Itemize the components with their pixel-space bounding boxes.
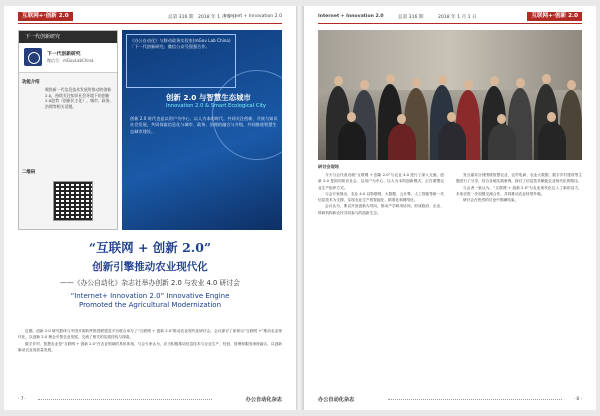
qr-label: 二维码 — [22, 170, 36, 175]
person-head — [497, 114, 506, 124]
paragraph: 与会专家指出，农业 4.0 以物联网、大数据、云计算、人工智能等新一代信息技术为支撑，实现农业生产的智能化、精准化和网络化。 — [318, 191, 444, 203]
page-number: · 8 · — [573, 397, 582, 402]
person-head — [490, 76, 499, 86]
article-body — [18, 328, 282, 394]
paragraph: 数字乡村、智慧农业是“互联网 + 创新 2.0”在农业领域的具体体现。与会专家认为，应当积极推动信息技术与农业生产、经营、管理和服务深度融合，以创新驱动农业高质量发展。 — [18, 341, 282, 352]
account-id: 微信号：mGovLabChina — [47, 58, 94, 63]
wechat-bar-title: 下一代创新研究 — [19, 31, 117, 43]
issue-date: 2018 年 1 月 1 日 — [198, 15, 237, 20]
paragraph: 会议认为，要以开放创新为导向，推动产学研用协同，形成政府、企业、科研机构和农民共同参与的创新生态。 — [318, 204, 444, 215]
paragraph: 发言嘉宾分别围绕智慧农业、农村电商、农业大数据、数字乡村建设等主题进行了分享，结合各地实践案例，探讨了信息技术赋能农业现代化的路径。 — [456, 173, 582, 184]
magazine-name: 办公自动化杂志 — [318, 397, 355, 403]
person-head — [547, 112, 556, 122]
account-logo-icon — [24, 48, 42, 66]
wechat-account — [19, 43, 117, 73]
person-head — [542, 74, 551, 84]
english-title-1: “Internet+ Innovation 2.0” Innovative Engine — [70, 292, 230, 300]
column-name: Internet + Innovation 2.0 — [223, 14, 282, 19]
banner — [122, 30, 282, 230]
intro-label: 功能介绍 — [22, 80, 40, 85]
banner-intro: 《办公自动化》与移动政务实验室(mGov Lab China)「下一代创新研究」微信公众号强强合作。 — [126, 34, 236, 88]
footer-divider — [388, 399, 562, 401]
person-figure — [488, 124, 516, 160]
english-title-2: Promoted the Agricultural Modernization — [78, 301, 222, 309]
header-rule — [318, 23, 582, 24]
person-figure — [338, 122, 366, 160]
qr-code-icon — [53, 181, 93, 221]
person-head — [347, 112, 356, 122]
issue-number: 总第 316 期 — [398, 15, 424, 20]
person-head — [412, 78, 421, 88]
book-gutter — [296, 6, 304, 410]
paragraph: 研讨会在热烈的讨论中圆满结束。 — [463, 198, 519, 203]
account-name: 下一代创新研究 — [47, 52, 81, 57]
column-name: Internet + Innovation 2.0 — [318, 14, 384, 19]
issue-date: 2018 年 1 月 1 日 — [438, 15, 477, 20]
banner-subtitle: Innovation 2.0 & Smart Ecological City — [166, 103, 266, 109]
headline-line1: “互联网 + 创新 2.0” — [88, 240, 212, 255]
right-header — [318, 12, 582, 24]
page-number: · 7 · — [18, 397, 27, 402]
article-column-2 — [456, 172, 582, 394]
paragraph: 今天与会代表们就“互联网 + 创新 2.0”与农业 4.0 进行了深入交流。创新 2.0 是面向知识社会、以用户为中心、以人为本的创新模式，正在重塑农业生产组织方式。 — [318, 173, 444, 190]
issue-number: 总第 316 期 — [168, 15, 194, 20]
footer-divider — [38, 399, 212, 401]
person-head — [447, 112, 456, 122]
left-page — [4, 6, 296, 410]
magazine-name: 办公自动化杂志 — [245, 397, 282, 403]
column-tag: 互联网+·创新 2.0 — [18, 12, 73, 21]
headline-line2: 创新引擎推动农业现代化 — [92, 261, 208, 273]
left-footer — [18, 396, 282, 404]
person-head — [516, 78, 525, 88]
right-page — [304, 6, 596, 410]
person-head — [386, 74, 395, 84]
wechat-card — [18, 30, 118, 230]
person-figure — [388, 124, 416, 160]
photo-caption: 研讨会现场 — [318, 164, 339, 169]
right-footer — [318, 396, 582, 404]
group-photo — [318, 30, 582, 160]
promo-block — [18, 30, 282, 230]
intro-text: 聚焦新一代信息技术发展所推动的创新2.0，持续关注知识社会环境下的创新2.0趋势（创新民主化）、城市、政务、治理等相关话题。 — [45, 87, 114, 109]
headline-subtitle: ——《办公自动化》杂志社举办创新 2.0 与农业 4.0 研讨会 — [60, 279, 240, 287]
person-figure — [438, 122, 466, 160]
person-head — [360, 80, 369, 90]
person-head — [567, 80, 576, 90]
person-head — [464, 80, 473, 90]
person-head — [334, 76, 343, 86]
paragraph: 近期，创新 2.0 研究群体与中国开源软件推进联盟及平台联合举办了“互联网 + 创新 2.0”推动农业现代化研讨会。会议探讨了如何以“互联网 +”推动农业现代化，以创新 2.0 理念引领农业发展，交流了相关的实践经验与探索。 — [18, 329, 282, 340]
column-tag: 互联网+·创新 2.0 — [527, 12, 582, 21]
person-head — [438, 75, 447, 85]
article-headline — [18, 238, 282, 309]
paragraph: 与会者一致认为，“互联网 + 创新 2.0”为农业现代化注入了新的活力，未来应进一步加强交流合作，共同推动农业转型升级。 — [456, 185, 582, 196]
person-head — [397, 114, 406, 124]
left-header — [18, 12, 282, 24]
article-column-1 — [318, 172, 444, 394]
person-figure — [538, 122, 566, 160]
banner-title: 创新 2.0 与智慧生态城市 — [166, 93, 251, 102]
header-rule — [18, 23, 282, 24]
banner-description: 创新 2.0 时代也是以用户为中心、以人为本的时代。共同关注创新、开放与知识社会发展，共同探索信息化与城市、政务、治理的融合与升级，共同推进智慧生态城市建设。 — [130, 116, 278, 134]
